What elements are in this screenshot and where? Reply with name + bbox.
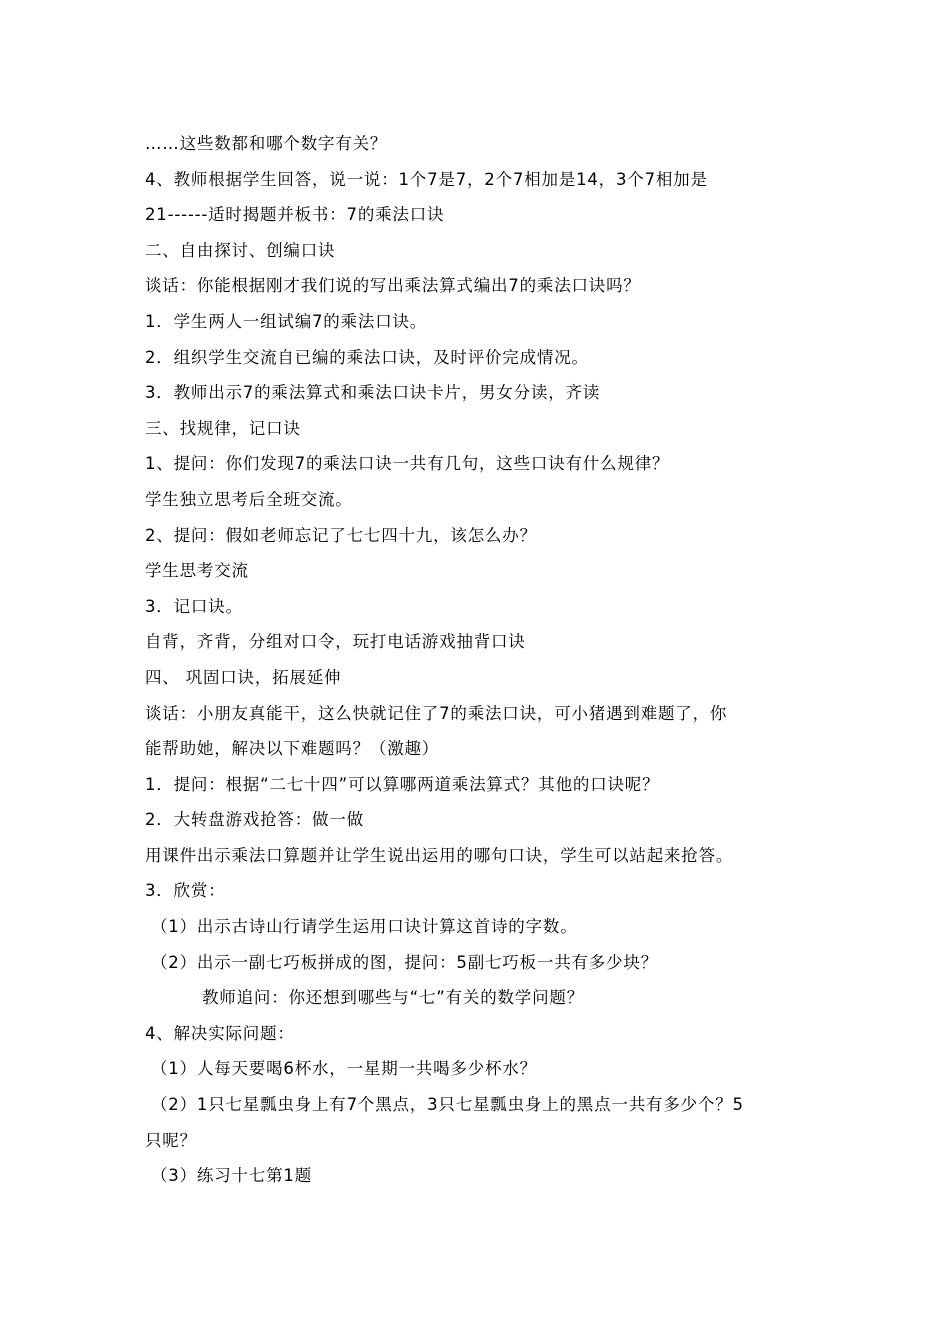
section-heading: 四、 巩固口诀，拓展延伸	[145, 667, 342, 687]
text-line: （1）出示古诗山行请学生运用口诀计算这首诗的字数。	[151, 917, 578, 937]
text-line: 谈话：你能根据刚才我们说的写出乘法算式编出7的乘法口诀吗？	[145, 276, 641, 296]
text-line: 能帮助她，解决以下难题吗？（激趣）	[145, 739, 440, 759]
text-line: （2）出示一副七巧板拼成的图，提问：5副七巧板一共有多少块？	[151, 952, 658, 972]
text-line: 4、解决实际问题：	[145, 1023, 295, 1043]
document-body	[145, 126, 815, 1194]
text-line: 只呢？	[145, 1130, 197, 1150]
section-heading: 二、自由探讨、创编口诀	[145, 240, 336, 260]
text-line: ……这些数都和哪个数字有关？	[145, 134, 388, 153]
text-line: （2）1只七星瓢虫身上有7个黑点，3只七星瓢虫身上的黑点一共有多少个？5	[151, 1095, 744, 1115]
text-line: 1、提问：你们发现7的乘法口诀一共有几句，这些口诀有什么规律？	[145, 454, 670, 474]
text-line: 1．学生两人一组试编7的乘法口诀。	[145, 311, 428, 331]
section-heading: 三、找规律，记口诀	[145, 418, 301, 438]
text-line: 3．记口诀。	[145, 596, 243, 616]
text-line: 谈话：小朋友真能干，这么快就记住了7的乘法口诀，可小猪遇到难题了，你	[145, 703, 728, 723]
text-line: 2、提问：假如老师忘记了七七四十九，该怎么办？	[145, 525, 537, 545]
text-line: （1）人每天要喝6杯水，一星期一共喝多少杯水？	[151, 1059, 537, 1079]
text-line: 3．欣赏：	[145, 881, 226, 901]
text-line: 21------适时揭题并板书：7的乘法口诀	[145, 205, 445, 225]
text-line: 3．教师出示7的乘法算式和乘法口诀卡片，男女分读，齐读	[145, 383, 601, 403]
text-line: 学生思考交流	[145, 561, 249, 581]
text-line: 用课件出示乘法口算题并让学生说出运用的哪句口诀，学生可以站起来抢答。	[145, 845, 734, 865]
text-line: 教师追问：你还想到哪些与“七”有关的数学问题？	[202, 988, 584, 1008]
text-line: （3）练习十七第1题	[151, 1166, 312, 1186]
text-line: 自背，齐背，分组对口令，玩打电话游戏抽背口诀	[145, 632, 526, 652]
text-line: 1．提问：根据“二七十四”可以算哪两道乘法算式？其他的口诀呢？	[145, 774, 660, 794]
text-line: 学生独立思考后全班交流。	[145, 489, 353, 509]
text-line: 2．大转盘游戏抢答：做一做	[145, 810, 364, 830]
text-line: 2．组织学生交流自已编的乘法口诀，及时评价完成情况。	[145, 347, 589, 367]
text-line: 4、教师根据学生回答，说一说：1个7是7，2个7相加是14，3个7相加是	[145, 169, 708, 189]
